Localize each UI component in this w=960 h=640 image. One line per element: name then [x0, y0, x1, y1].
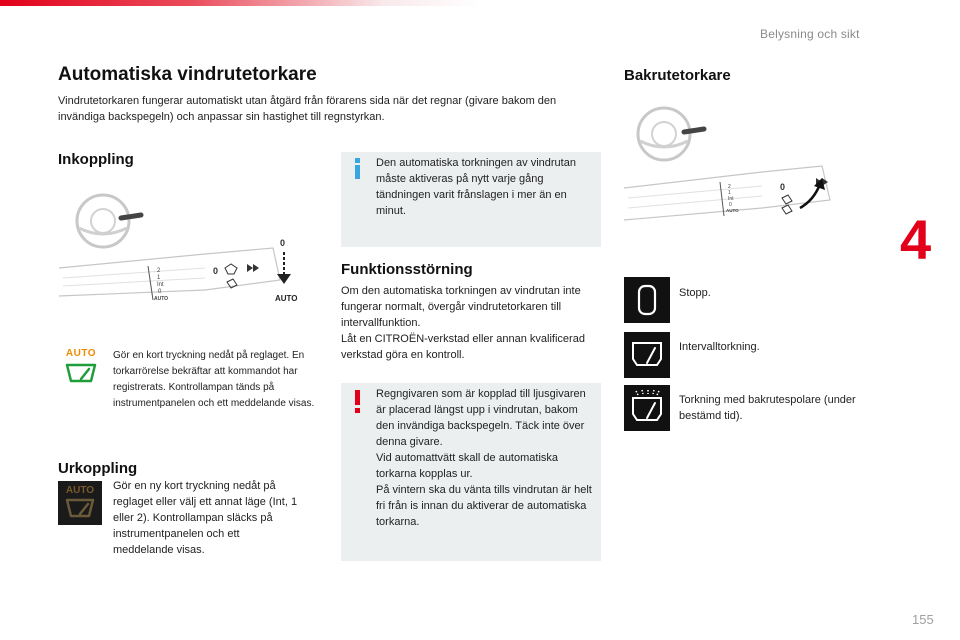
section-title: Belysning och sikt	[760, 27, 860, 41]
funktionsstorning-body	[341, 283, 603, 363]
rear-wiper-intermittent-icon	[624, 332, 670, 378]
wiper-stalk	[59, 248, 280, 302]
svg-text:0: 0	[280, 238, 286, 248]
svg-text:1: 1	[157, 275, 161, 281]
rear-wiper-mode-washer-label: Torkning med bakrutespolare (under bestämd tid).	[679, 394, 856, 422]
inkoppling-text: Gör en kort tryckning nedåt på reglaget. En torkarrörelse bekräftar att kommandot har registrerats. Kontrollampan tänds på instrumentpanelen och ett meddelande visas.	[113, 350, 315, 409]
svg-text:1: 1	[728, 190, 731, 196]
front-wiper-stalk-illustration	[55, 188, 305, 318]
bakrutetorkare-heading: Bakrutetorkare	[624, 67, 731, 84]
inkoppling-heading: Inkoppling	[58, 151, 134, 168]
funktionsstorning-text-1: Om den automatiska torkningen av vindrutan inte fungerar normalt, övergår vindrutetorkaren till intervallfunktion.	[341, 285, 581, 329]
header-accent-bar	[0, 0, 480, 6]
warning-text-3: På vintern ska du vänta tills vindrutan är helt fri från is innan du aktiverar de automatiska torkarna.	[376, 484, 592, 528]
warning-note-body	[376, 386, 596, 530]
warning-icon	[353, 390, 361, 414]
svg-text:Int: Int	[157, 282, 164, 288]
steering-wheel-icon	[638, 108, 704, 160]
chapter-number: 4	[900, 208, 932, 271]
svg-text:0: 0	[158, 289, 162, 295]
page-title: Automatiska vindrutetorkare	[58, 64, 317, 85]
warning-note	[341, 383, 601, 561]
svg-text:Int: Int	[728, 196, 734, 202]
auto-wiper-indicator	[62, 348, 100, 390]
intro-paragraph: Vindrutetorkaren fungerar automatiskt utan åtgärd från förarens sida när det regnar (givare bakom den invändiga backspegeln) och anpassar sin hastighet till regnstyrkan.	[58, 95, 557, 123]
svg-text:2: 2	[728, 184, 731, 190]
svg-text:0: 0	[213, 266, 219, 276]
rear-wiper-off-icon	[624, 277, 670, 323]
urkoppling-text: Gör en ny kort tryckning nedåt på reglaget eller välj ett annat läge (Int, 1 eller 2). Kontrollampan släcks på instrumentpanelen och ett meddelande visas.	[113, 480, 298, 556]
auto-wiper-off-indicator	[58, 481, 102, 525]
info-note	[341, 152, 601, 247]
page-number: 155	[912, 612, 934, 627]
rear-wiper-mode-off-label: Stopp.	[679, 287, 711, 299]
rear-wiper-mode-washer	[624, 385, 670, 431]
auto-label: AUTO	[65, 348, 97, 359]
rear-wiper-mode-off	[624, 277, 670, 323]
svg-text:AUTO: AUTO	[275, 294, 298, 303]
funktionsstorning-heading: Funktionsstörning	[341, 261, 473, 278]
rear-wiper-stalk	[624, 166, 830, 220]
rear-wiper-washer-icon	[624, 385, 670, 431]
auto-label-dimmed: AUTO	[65, 485, 95, 496]
warning-text-1: Regngivaren som är kopplad till ljusgivaren är placerad längst upp i vindrutan, bakom den invändiga backspegeln. Täck inte över denna givare.	[376, 388, 586, 448]
urkoppling-heading: Urkoppling	[58, 460, 138, 477]
svg-text:AUTO: AUTO	[154, 296, 169, 302]
warning-text-2: Vid automattvätt skall de automatiska torkarna kopplas ur.	[376, 452, 559, 480]
info-icon	[351, 158, 363, 180]
svg-text:0: 0	[729, 202, 732, 208]
windscreen-wiper-dimmed-icon	[58, 496, 102, 522]
info-note-text: Den automatiska torkningen av vindrutan måste aktiveras på nytt varje gång tändningen varit frånslagen i mer än en minut.	[376, 157, 576, 217]
svg-text:0: 0	[780, 182, 786, 192]
rear-wiper-mode-intermittent-label: Intervalltorkning.	[679, 341, 760, 353]
funktionsstorning-text-2: Låt en CITROËN-verkstad eller annan kvalificerad verkstad göra en kontroll.	[341, 333, 585, 361]
svg-text:AUTO: AUTO	[726, 208, 739, 213]
rear-wiper-stalk-illustration	[622, 96, 847, 236]
windscreen-wiper-icon	[62, 359, 100, 385]
rear-wiper-mode-intermittent	[624, 332, 670, 378]
svg-text:2: 2	[157, 268, 161, 274]
steering-wheel-icon	[77, 195, 141, 247]
